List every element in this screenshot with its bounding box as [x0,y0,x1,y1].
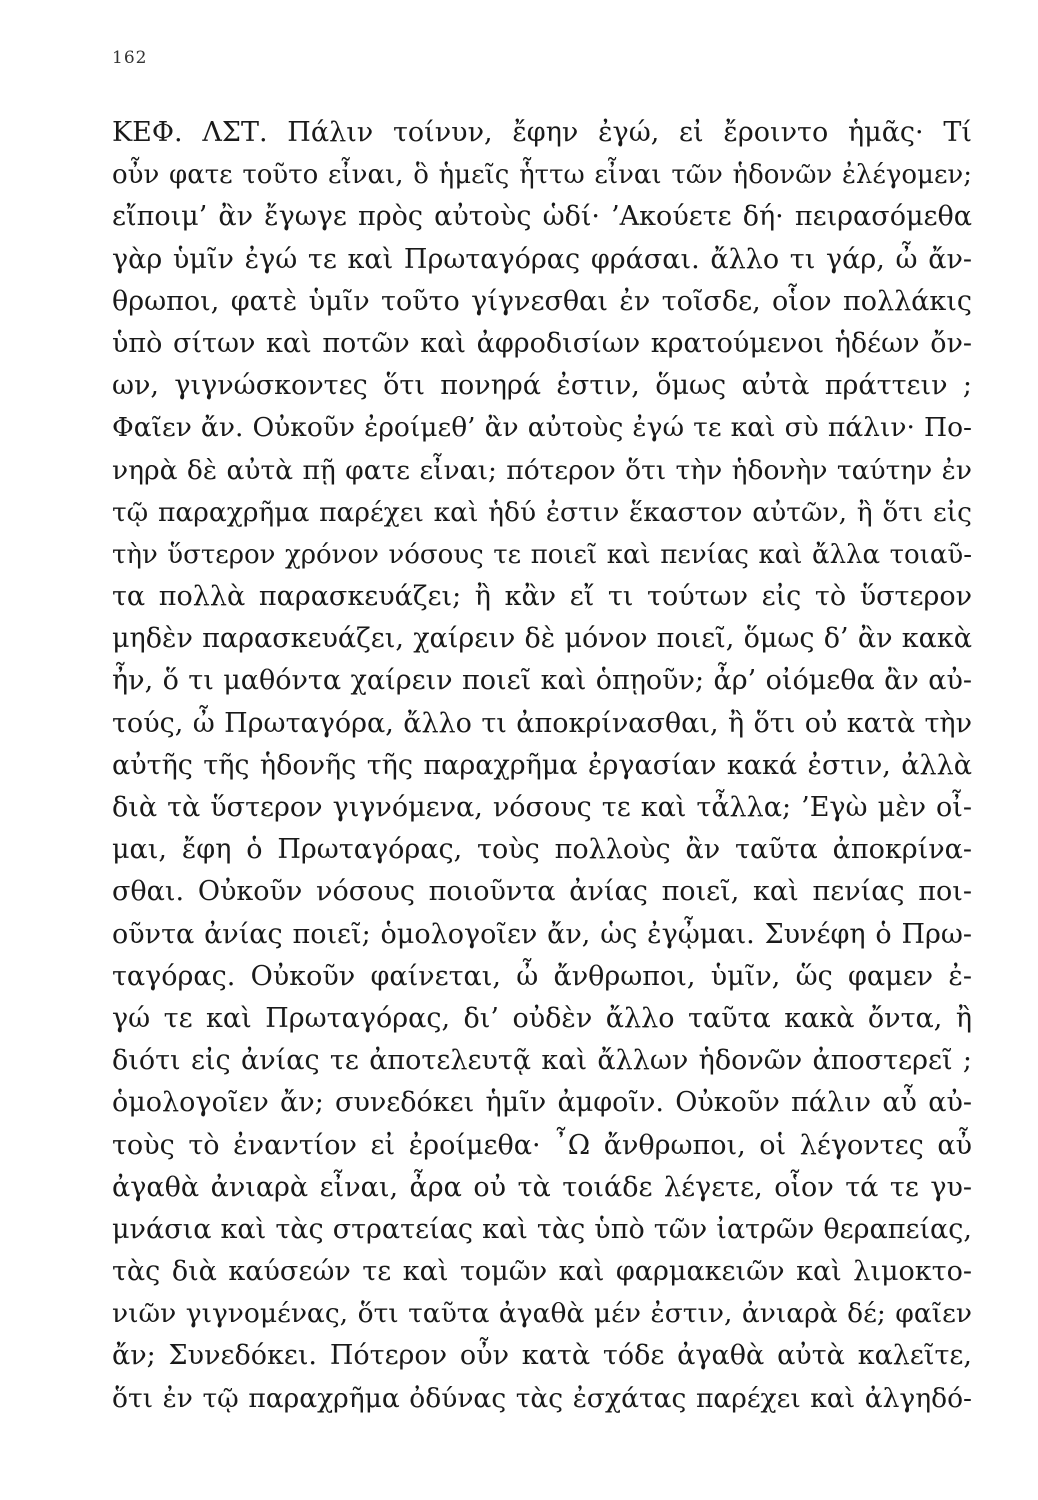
text-line: μνάσια καὶ τὰς στρατείας καὶ τὰς ὑπὸ τῶν ἰατρῶν θεραπείας, [112,1213,972,1245]
text-line: τὰς διὰ καύσεών τε καὶ τομῶν καὶ φαρμακειῶν καὶ λιμοκτο- [112,1256,972,1288]
text-line: τοὺς τὸ ἐναντίον εἰ ἐροίμεθα· ῏Ω ἄνθρωποι, οἱ λέγοντες αὖ [112,1129,972,1161]
text-line: διὰ τὰ ὕστερον γιγνόμενα, νόσους τε καὶ τἆλλα; ’Εγὼ μὲν οἶ- [112,792,972,823]
text-line: μαι, ἔφη ὁ Πρωταγόρας, τοὺς πολλοὺς ἂν ταῦτα ἀποκρίνα- [112,834,972,866]
text-line: θρωποι, φατὲ ὑμῖν τοῦτο γίγνεσθαι ἐν τοῖσδε, οἷον πολλάκις [112,285,972,317]
text-line: ἦν, ὅ τι μαθόντα χαίρειν ποιεῖ καὶ ὁπῃοῦν; ἆρ’ οἰόμεθα ἂν αὐ- [112,665,972,697]
text-line: οὖν φατε τοῦτο εἶναι, ὃ ἡμεῖς ἧττω εἶναι τῶν ἡδονῶν ἐλέγομεν; [112,160,972,191]
text-line: νιῶν γιγνομένας, ὅτι ταῦτα ἀγαθὰ μέν ἐστιν, ἀνιαρὰ δέ; φαῖεν [112,1298,972,1330]
text-line: διότι εἰς ἀνίας τε ἀποτελευτᾷ καὶ ἄλλων ἡδονῶν ἀποστερεῖ ; [112,1045,972,1077]
text-line: τῷ παραχρῆμα παρέχει καὶ ἡδύ ἐστιν ἕκαστον αὐτῶν, ἢ ὅτι εἰς [112,496,972,528]
page-number: 162 [112,48,148,68]
text-line: σθαι. Οὐκοῦν νόσους ποιοῦντα ἀνίας ποιεῖ, καὶ πενίας ποι- [112,876,972,908]
text-line: ἀγαθὰ ἀνιαρὰ εἶναι, ἆρα οὐ τὰ τοιάδε λέγετε, οἷον τά τε γυ- [112,1171,972,1203]
text-line: εἴποιμ’ ἂν ἔγωγε πρὸς αὐτοὺς ὡδί· ’Ακούετε δή· πειρασόμεθα [112,201,972,233]
text-line: γώ τε καὶ Πρωταγόρας, δι’ οὐδὲν ἄλλο ταῦτα κακὰ ὄντα, ἢ [112,1002,972,1034]
text-line: ταγόρας. Οὐκοῦν φαίνεται, ὦ ἄνθρωποι, ὑμῖν, ὥς φαμεν ἐ- [112,960,972,992]
text-line: οῦντα ἀνίας ποιεῖ; ὁμολογοῖεν ἄν, ὡς ἐγᾦμαι. Συνέφη ὁ Πρω- [112,918,972,950]
text-line: ὑπὸ σίτων καὶ ποτῶν καὶ ἀφροδισίων κρατούμενοι ἡδέων ὄν- [112,327,972,359]
text-line: Φαῖεν ἄν. Οὐκοῦν ἐροίμεθ’ ἂν αὐτοὺς ἐγώ τε καὶ σὺ πάλιν· Πο- [112,412,972,444]
text-line: τα πολλὰ παρασκευάζει; ἢ κἂν εἴ τι τούτων εἰς τὸ ὕστερον [112,581,972,613]
text-line: ὅτι ἐν τῷ παραχρῆμα ὀδύνας τὰς ἐσχάτας παρέχει καὶ ἀλγηδό- [112,1382,972,1414]
body-text [112,112,972,1420]
text-line: μηδὲν παρασκευάζει, χαίρειν δὲ μόνον ποιεῖ, ὅμως δ’ ἂν κακὰ [112,623,972,655]
text-line: τὴν ὕστερον χρόνον νόσους τε ποιεῖ καὶ πενίας καὶ ἄλλα τοιαῦ- [112,539,972,570]
text-line: ἄν; Συνεδόκει. Πότερον οὖν κατὰ τόδε ἀγαθὰ αὐτὰ καλεῖτε, [112,1340,972,1372]
text-line: ων, γιγνώσκοντες ὅτι πονηρά ἐστιν, ὅμως αὐτὰ πράττειν ; [112,370,972,402]
text-line: αὐτῆς τῆς ἡδονῆς τῆς παραχρῆμα ἐργασίαν κακά ἐστιν, ἀλλὰ [112,749,972,781]
text-line: γὰρ ὑμῖν ἐγώ τε καὶ Πρωταγόρας φράσαι. ἄλλο τι γάρ, ὦ ἄν- [112,243,972,275]
text-line: νηρὰ δὲ αὐτὰ πῇ φατε εἶναι; πότερον ὅτι τὴν ἡδονὴν ταύτην ἐν [112,454,972,486]
text-line: τούς, ὦ Πρωταγόρα, ἄλλο τι ἀποκρίνασθαι, ἢ ὅτι οὐ κατὰ τὴν [112,707,972,739]
text-line: ΚΕΦ. ΛΣΤ. Πάλιν τοίνυν, ἔφην ἐγώ, εἰ ἔροιντο ἡμᾶς· Τί [112,117,972,148]
text-line: ὁμολογοῖεν ἄν; συνεδόκει ἡμῖν ἀμφοῖν. Οὐκοῦν πάλιν αὖ αὐ- [112,1087,972,1119]
